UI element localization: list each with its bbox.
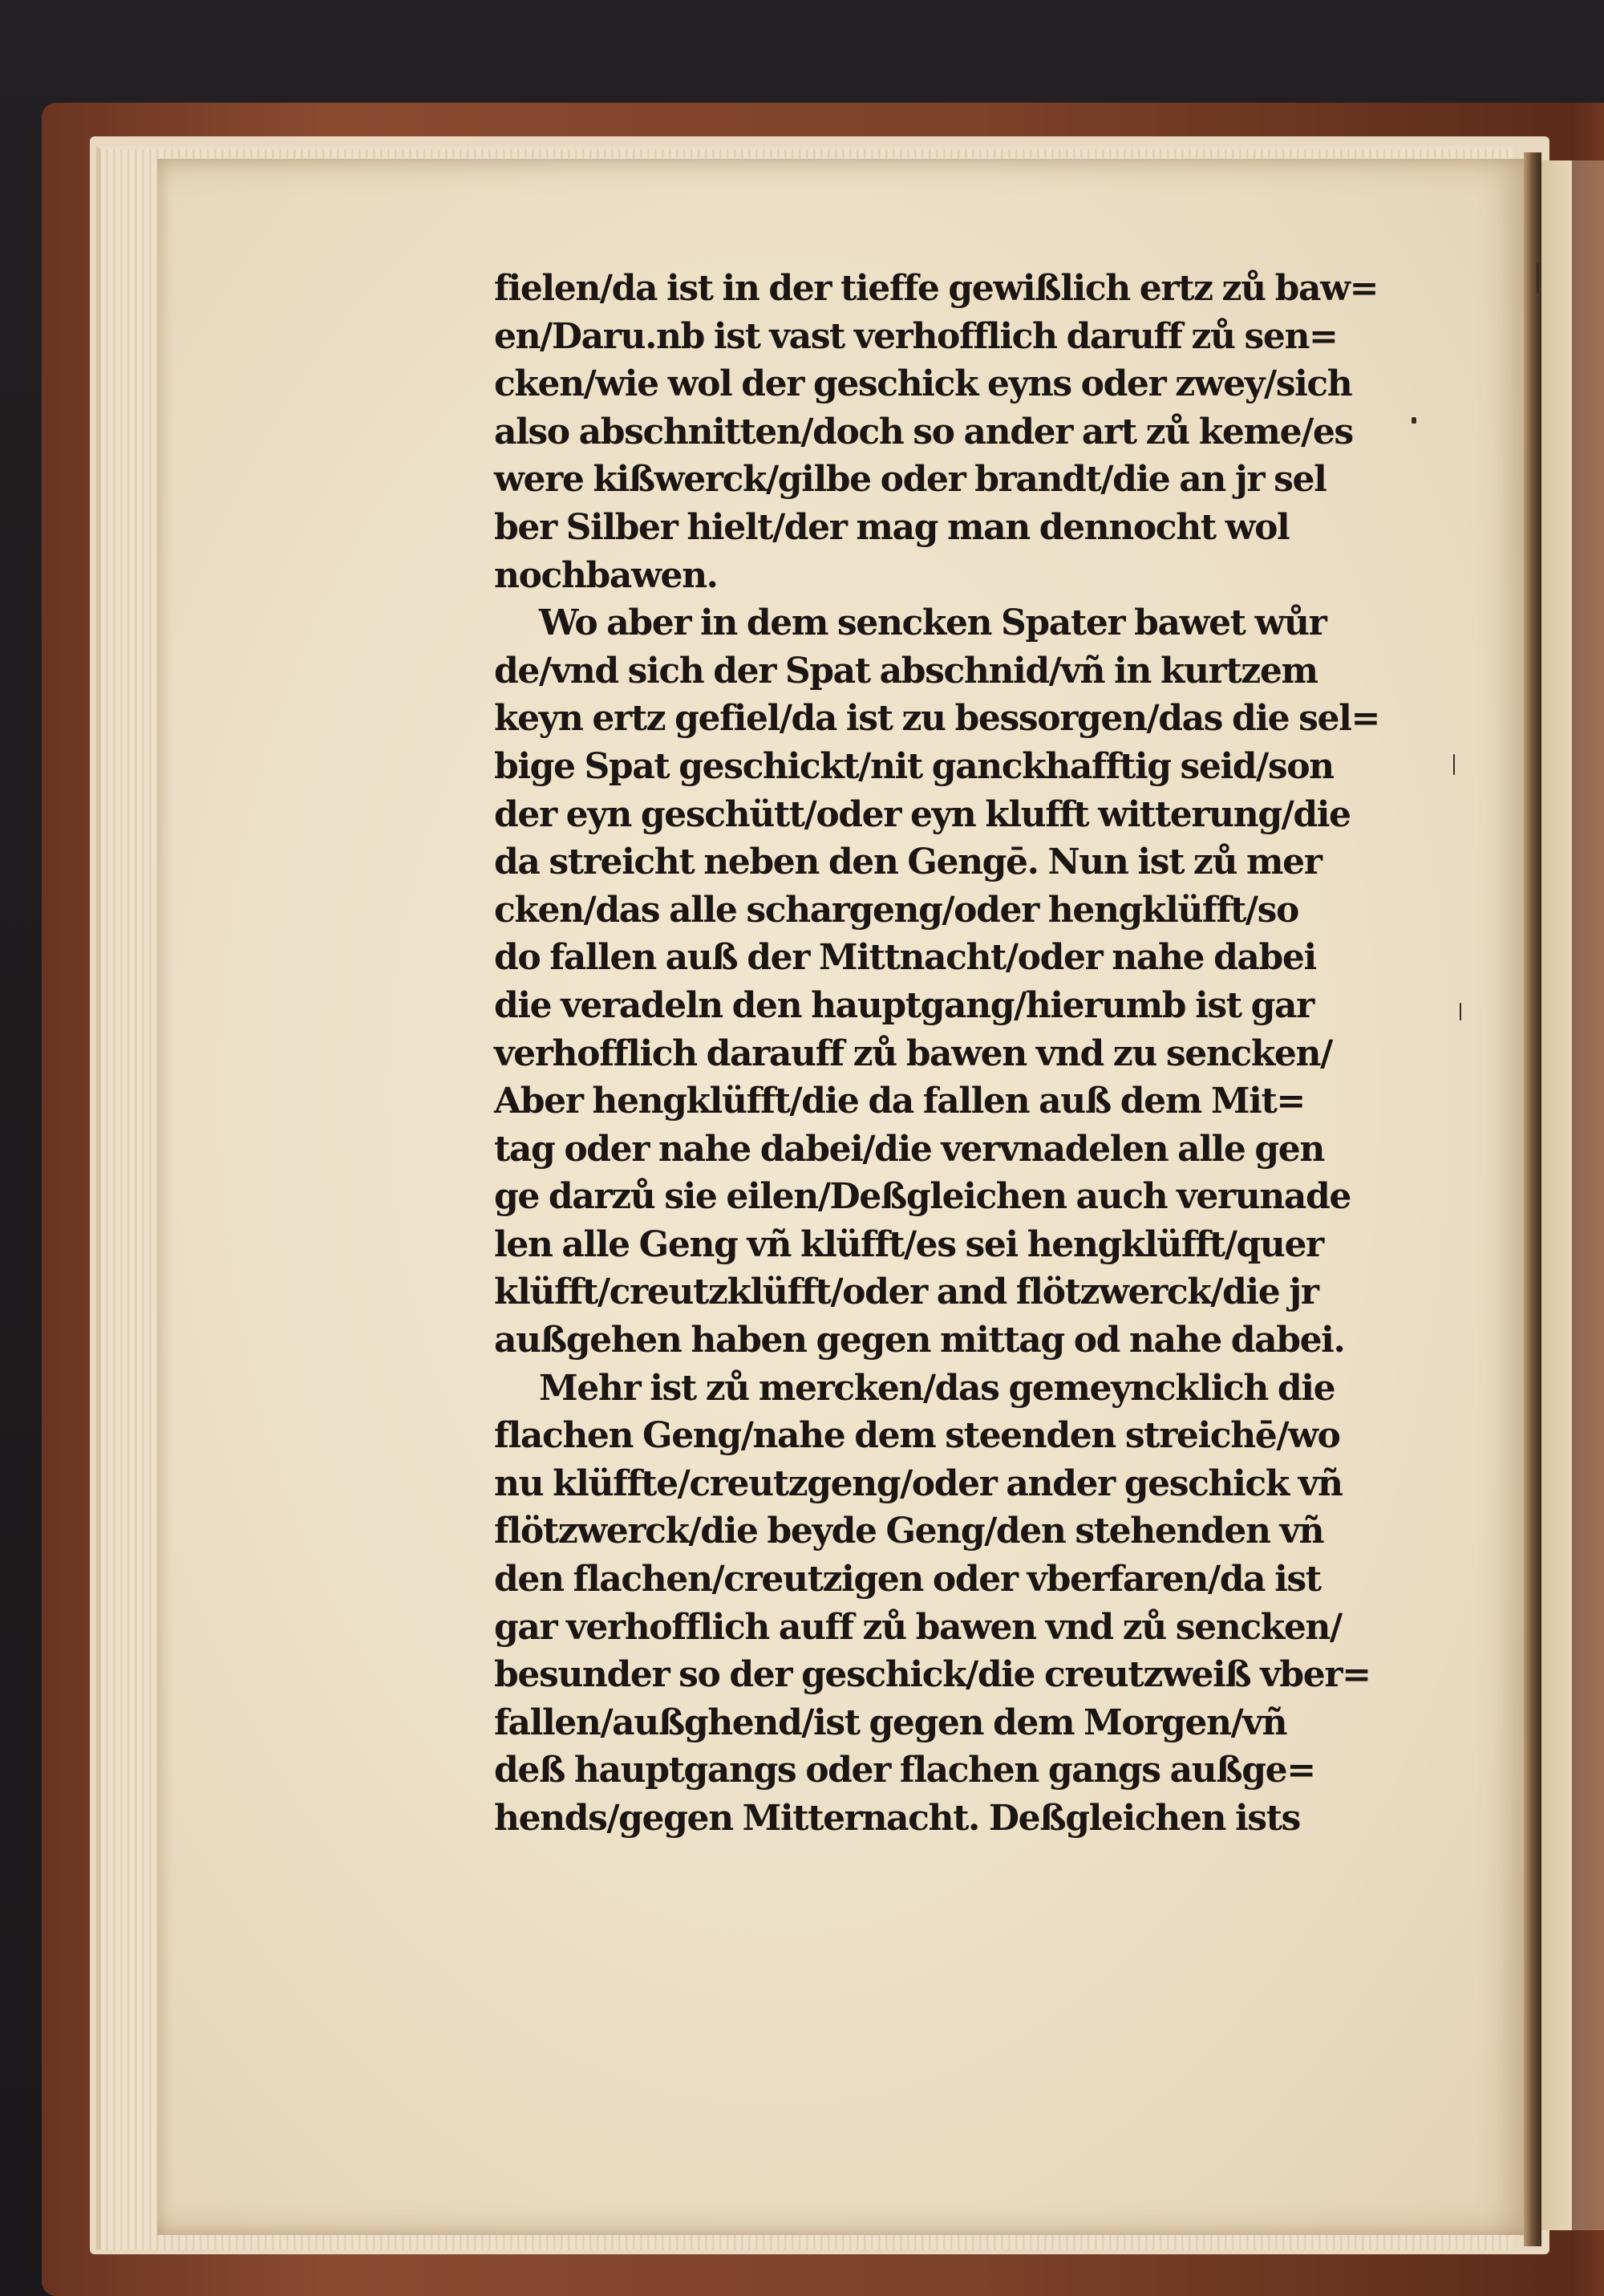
text-line: nochbawen. bbox=[494, 554, 718, 596]
text-line: Wo aber in dem sencken Spater bawet wůr bbox=[539, 602, 1327, 644]
text-line: besunder so der geschick/die creutzweiß vber= bbox=[494, 1654, 1371, 1696]
text-line: flachen Geng/nahe dem steenden streichē/wo bbox=[494, 1415, 1340, 1457]
text-line: den flachen/creutzigen oder vberfaren/da ist bbox=[494, 1559, 1321, 1600]
page-text bbox=[494, 265, 1416, 1843]
margin-mark bbox=[1460, 1003, 1461, 1020]
text-line: Aber hengklüfft/die da fallen auß dem Mit= bbox=[494, 1081, 1305, 1122]
text-line: fielen/da ist in der tieffe gewißlich ertz zů baw= bbox=[494, 268, 1379, 309]
text-line: bige Spat geschickt/nit ganckhafftig seid/son bbox=[494, 745, 1334, 787]
text-line: deß hauptgangs oder flachen gangs außge= bbox=[494, 1750, 1315, 1791]
text-line: also abschnitten/doch so ander art zů keme/es bbox=[494, 411, 1353, 452]
text-line: flötzwerck/die beyde Geng/den stehenden vñ bbox=[494, 1511, 1324, 1552]
text-line: nu klüffte/creutzgeng/oder ander geschick vñ bbox=[494, 1462, 1343, 1504]
text-line: hends/gegen Mitternacht. Deßgleichen ists bbox=[494, 1798, 1300, 1839]
text-line: ge darzů sie eilen/Deßgleichen auch verunade bbox=[494, 1176, 1351, 1218]
text-line: gar verhofflich auff zů bawen vnd zů sencken/ bbox=[494, 1606, 1342, 1648]
text-line: außgehen haben gegen mittag od nahe dabei. bbox=[494, 1320, 1345, 1361]
book-gutter bbox=[1524, 152, 1541, 2246]
text-line: klüfft/creutzklüfft/oder and flötzwerck/die jr bbox=[494, 1272, 1318, 1313]
text-line: keyn ertz gefiel/da ist zu bessorgen/das die sel= bbox=[494, 698, 1379, 740]
text-line: verhofflich darauff zů bawen vnd zu sencken/ bbox=[494, 1032, 1332, 1074]
text-line: die veradeln den hauptgang/hierumb ist gar bbox=[494, 984, 1314, 1026]
cover-edge-right bbox=[1572, 103, 1604, 2296]
margin-mark bbox=[1537, 263, 1539, 294]
text-line: de/vnd sich der Spat abschnid/vñ in kurtzem bbox=[494, 650, 1318, 692]
text-line: der eyn geschütt/oder eyn klufft witterung/die bbox=[494, 793, 1351, 835]
text-line: were kißwerck/gilbe oder brandt/die an jr sel bbox=[494, 459, 1327, 501]
margin-mark bbox=[1453, 754, 1455, 775]
text-line: cken/das alle schargeng/oder hengklüfft/so bbox=[494, 889, 1298, 931]
text-line: da streicht neben den Gengē. Nun ist zů mer bbox=[494, 842, 1322, 883]
text-line: ber Silber hielt/der mag man dennocht wol bbox=[494, 506, 1290, 548]
text-line: Mehr ist zů mercken/das gemeyncklich die bbox=[539, 1367, 1335, 1409]
text-line: fallen/außghend/ist gegen dem Morgen/vñ bbox=[494, 1702, 1287, 1743]
text-line: tag oder nahe dabei/die vervnadelen alle gen bbox=[494, 1128, 1324, 1170]
text-line: len alle Geng vñ klüfft/es sei hengklüfft/quer bbox=[494, 1223, 1323, 1265]
text-line: en/Daru.nb ist vast verhofflich daruff zů sen= bbox=[494, 315, 1338, 357]
text-line: cken/wie wol der geschick eyns oder zwey/sich bbox=[494, 363, 1352, 405]
text-line: do fallen auß der Mittnacht/oder nahe dabei bbox=[494, 937, 1316, 979]
